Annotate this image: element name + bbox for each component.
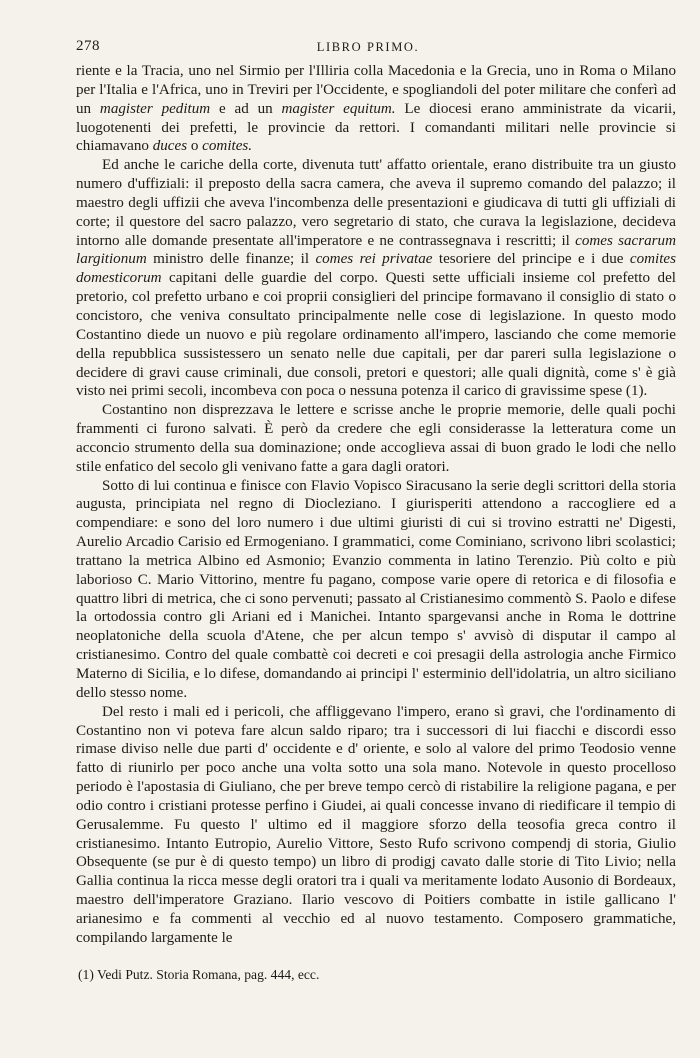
text-run: o <box>187 138 203 155</box>
italic-term: magister peditum <box>99 100 211 117</box>
text-run: ministro delle finanze; il <box>146 251 316 268</box>
text-run: Del resto i mali ed i pericoli, che affliggevano l'impero, erano sì gravi, che l'ordinamento di Costantino non vi poteva fare alcun saldo riparo; tra i successori di lui fiacchi e discordi esso rimase diviso nelle due parti d' occidente e d' oriente, e solo al valore del primo Teodosio venne fatto di riunirlo per poco anche una volta sotto una sola mano. Notevole in questo procelloso periodo è l'apostasia di Giuliano, che per breve tempo cercò di ristabilire la religione pagana, e per odio contro i cristiani protesse perfino i Giudei, ai quali concesse invano di riedificare il tempio di Gerusalemme. Fu questo l' ultimo ed il maggiore sforzo della teosofia greca contro il cristianesimo. Intanto Eutropio, Aurelio Vittore, Sesto Rufo scrivono compendj di storia, Giulio Obsequente (se pur è di questo tempo) un libro di prodigj cavato dalle storie di Tito Livio; nella Gallia continua la ricca messe degli oratori tra i quali va meritamente lodato Ausonio di Bordeaux, maestro dell'imperatore Graziano. Ilario vescovo di Poitiers combatte in istile gallicano l' arianesimo e fa commenti al vecchio ed al nuovo testamento. Composero grammatiche, compilando largamente le <box>76 703 676 946</box>
text-run: Le diocesi erano amministrate da vicarii, luogotenenti dei prefetti, le provincie da rettori. I comandanti militari nelle provincie si chiamavano <box>76 100 676 155</box>
italic-term: magister equitum. <box>281 100 396 117</box>
text-run: Ed anche le cariche della corte, divenuta tutt' affatto orientale, erano distribuite tra un giusto numero d'uffiziali: il preposto della sacra camera, che aveva il supremo comando del palazzo; il maestro degli uffizii che aveva l'incombenza delle presentazioni e giudicava di tutti gli uffiziali di corte; il questore del sacro palazzo, vero segretario di stato, che curava la legislazione, decideva intorno alle domande presentate all'imperatore e ne contrassegnava i rescritti; il <box>76 157 676 249</box>
body-text <box>76 62 676 948</box>
text-run: riente e la Tracia, uno nel Sirmio per l'Illiria colla Macedonia e la Grecia, uno in Roma o Milano per l'Italia e l'Africa, uno in Treviri per l'Occidente, e spogliandoli del poter militare che conferì ad un <box>76 63 676 117</box>
italic-term: comites. <box>202 138 253 155</box>
running-head: LIBRO PRIMO. <box>316 40 420 54</box>
text-run: e ad un <box>210 100 282 117</box>
italic-term: comes rei privatae <box>315 251 433 268</box>
italic-term: comes sacrarum largitionum <box>76 232 676 268</box>
text-run: Sotto di lui continua e finisce con Flavio Vopisco Siracusano la serie degli scrittori della storia augusta, principiata nel regno di Diocleziano. I giurisperiti attendono a raccogliere ed a compendiare: e sono del loro numero i due ultimi giuristi di cui si trovino estratti ne' Digesti, Aurelio Arcadio Carisio ed Ermogeniano. I grammatici, come Cominiano, scrivono libri scolastici; trattano la metrica Albino ed Asmonio; Evanzio commenta in latino Terenzio. Più colto e più laborioso C. Mario Vittorino, mentre fu pagano, compose varie opere di retorica e di filosofia e quattro libri di metrica, che ci sono pervenuti; passato al Cristianesimo commentò S. Paolo e difese la ortodossia contro gli Ariani ed i Manichei. Intanto spargevansi anche in Roma le dottrine neoplatoniche della scuola d'Atene, che per alcun tempo s' avvisò di disputar il campo al cristianesimo. Contro del quale combattè coi decreti e coi presagii della astrologia anche Firmico Materno di Sicilia, e lo difese, domandando ai principi l' esterminio dell'idolatria, un altro siciliano dello stesso nome. <box>76 477 676 701</box>
page-header <box>76 38 660 60</box>
italic-term: duces <box>152 138 188 155</box>
paragraph <box>76 62 676 156</box>
text-run: tesoriere del principe e i due <box>432 251 630 268</box>
italic-term: comites domesticorum <box>76 251 676 287</box>
paragraph <box>76 401 676 476</box>
text-run: capitani delle guardie del corpo. Questi sette ufficiali insieme col prefetto del pretorio, col prefetto urbano e coi proprii consiglieri del principe formavano il consiglio di stato o concistoro, che veniva consultato principalmente nelle cose di legislazione. In questo modo Costantino diede un nuovo e più regolare ordinamento all'impero, lasciando che come memorie della repubblica sussistessero un senato nelle due capitali, per dar pareri sulla legislazione o decidere di gravi cause criminali, due consoli, pretori e questori; alle quali dignità, come s' è già visto nei primi secoli, incombeva con poca o nessuna potenza il carico di gravissime spese (1). <box>76 270 676 400</box>
paragraph <box>76 477 676 703</box>
text-run: Costantino non disprezzava le lettere e scrisse anche le proprie memorie, delle quali pochi frammenti ci furono salvati. È però da credere che egli considerasse la letteratura come un acconcio strumento della sua dominazione; onde accoglieva assai di buon grado le lodi che nello stile enfatico del secolo gli venivano fatte a gara dagli oratori. <box>76 402 676 475</box>
footnote: (1) Vedi Putz. Storia Romana, pag. 444, ecc. <box>78 967 320 982</box>
paragraph <box>76 156 676 401</box>
paragraph <box>76 703 676 948</box>
page-number: 278 <box>76 38 100 54</box>
